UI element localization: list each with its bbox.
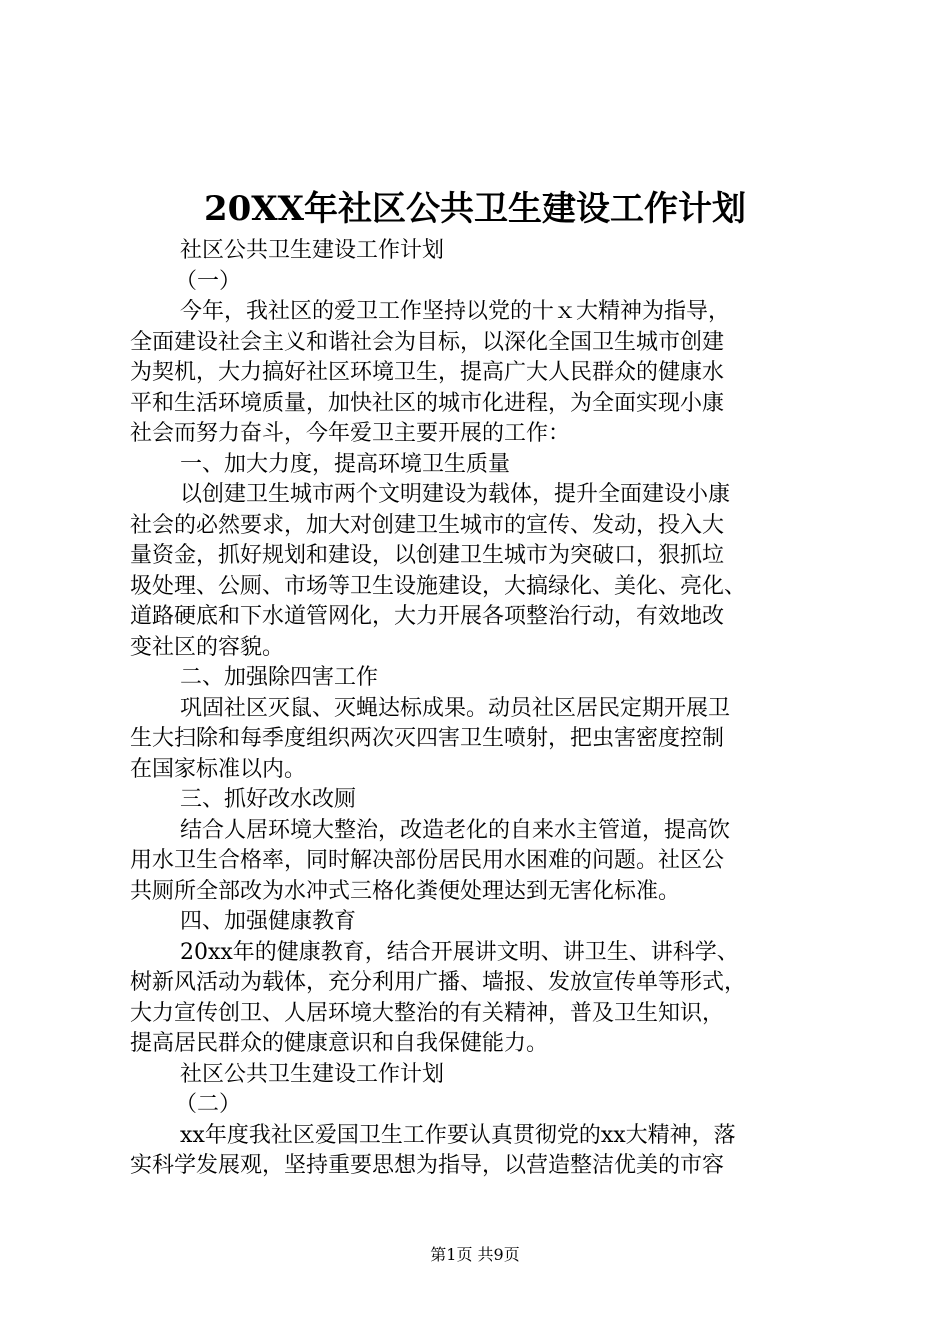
- text-line: 巩固社区灭鼠、灭蝇达标成果。动员社区居民定期开展卫: [180, 695, 731, 721]
- text-line: 共厕所全部改为水冲式三格化粪便处理达到无害化标准。: [130, 878, 681, 904]
- text-line: 为契机，大力搞好社区环境卫生，提高广大人民群众的健康水: [130, 360, 725, 385]
- text-line: 20xx年的健康教育，结合开展讲文明、讲卫生、讲科学、: [180, 939, 739, 965]
- text-line: 量资金，抓好规划和建设，以创建卫生城市为突破口，狠抓垃: [130, 543, 725, 568]
- text-line: 道路硬底和下水道管网化，大力开展各项整治行动，有效地改: [130, 604, 725, 629]
- text-line: （一）: [175, 268, 242, 294]
- text-line: 以创建卫生城市两个文明建设为载体，提升全面建设小康: [180, 482, 731, 507]
- text-line: 二、加强除四害工作: [180, 665, 379, 690]
- text-line: 提高居民群众的健康意识和自我保健能力。: [130, 1031, 549, 1056]
- document-title: 20XX年社区公共卫生建设工作计划: [203, 189, 747, 229]
- page-footer: 第1页 共9页: [430, 1245, 520, 1264]
- text-line: 圾处理、公厕、市场等卫生设施建设，大搞绿化、美化、亮化、: [130, 573, 747, 599]
- text-line: （二）: [175, 1092, 242, 1117]
- text-line: 社区公共卫生建设工作计划: [180, 238, 445, 263]
- text-line: 社区公共卫生建设工作计划: [180, 1061, 445, 1087]
- text-line: 平和生活环境质量，加快社区的城市化进程，为全面实现小康: [130, 390, 725, 416]
- text-line: 社会的必然要求，加大对创建卫生城市的宣传、发动，投入大: [130, 512, 725, 538]
- text-line: 社会而努力奋斗，今年爱卫主要开展的工作：: [130, 421, 571, 446]
- text-line: 变社区的容貌。: [130, 634, 285, 660]
- text-line: 在国家标准以内。: [130, 756, 307, 782]
- text-line: 今年，我社区的爱卫工作坚持以党的十ｘ大精神为指导，: [180, 299, 731, 324]
- text-line: 生大扫除和每季度组织两次灭四害卫生喷射，把虫害密度控制: [130, 726, 725, 751]
- text-line: 一、加大力度，提高环境卫生质量: [180, 451, 511, 477]
- text-line: 树新风活动为载体，充分利用广播、墙报、发放宣传单等形式，: [130, 970, 747, 995]
- text-line: 三、抓好改水改厕: [180, 787, 357, 812]
- text-line: 全面建设社会主义和谐社会为目标，以深化全国卫生城市创建: [130, 329, 725, 355]
- text-line: 大力宣传创卫、人居环境大整治的有关精神，普及卫生知识，: [130, 1000, 725, 1026]
- text-line: 实科学发展观，坚持重要思想为指导，以营造整洁优美的市容: [130, 1153, 725, 1178]
- text-line: 结合人居环境大整治，改造老化的自来水主管道，提高饮: [180, 817, 731, 843]
- text-line: 四、加强健康教育: [180, 909, 357, 934]
- text-line: xx年度我社区爱国卫生工作要认真贯彻党的xx大精神，落: [180, 1122, 736, 1148]
- document-body: [130, 236, 830, 1182]
- text-line: 用水卫生合格率，同时解决部份居民用水困难的问题。社区公: [130, 848, 725, 873]
